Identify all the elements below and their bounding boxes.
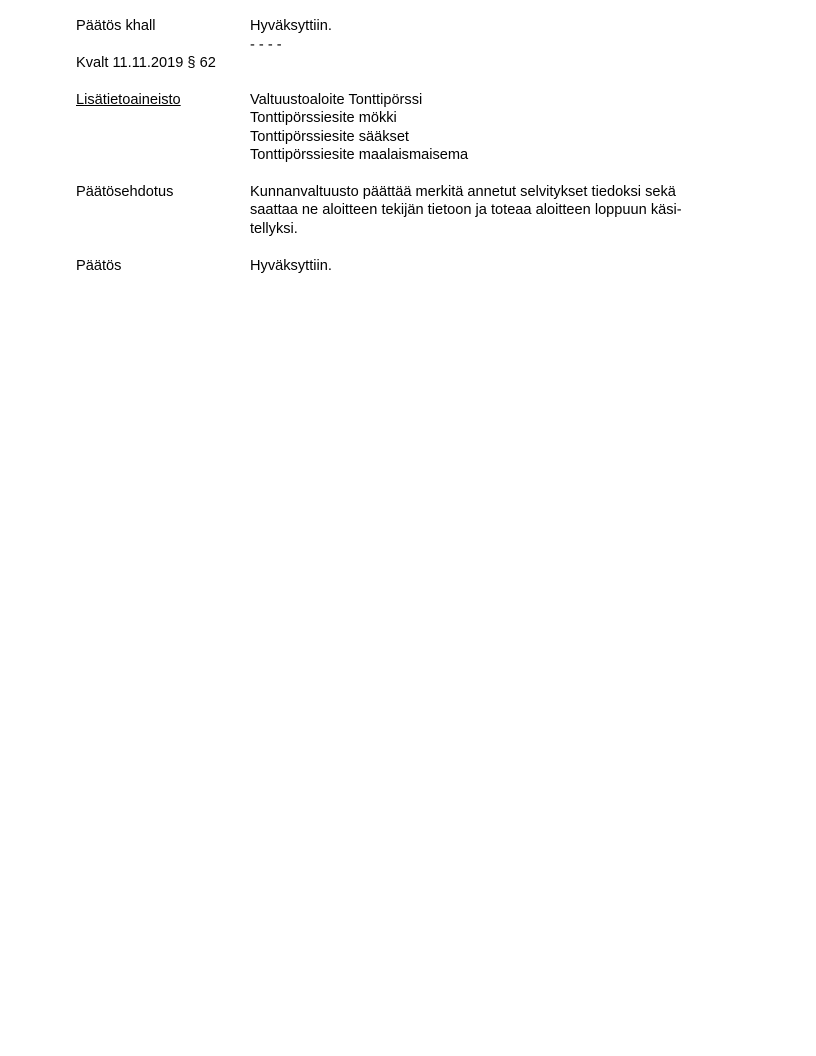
paatos-khall-separator: - - - -	[250, 37, 282, 53]
proposal-line: tellyksi.	[250, 220, 298, 237]
proposal-line: saattaa ne aloitteen tekijän tietoon ja toteaa aloitteen loppuun käsi-	[250, 202, 682, 219]
attachment-item: Tonttipörssiesite sääkset	[250, 128, 409, 145]
attachment-item: Tonttipörssiesite maalaismaisema	[250, 146, 469, 163]
paatosehdotus-text	[250, 183, 740, 238]
lisatietoaineisto-list	[250, 91, 740, 164]
paatosehdotus-label: Päätösehdotus	[76, 184, 174, 200]
proposal-line: Kunnanvaltuusto päättää merkitä annetut selvitykset tiedoksi sekä	[250, 184, 676, 200]
attachment-item: Tonttipörssiesite mökki	[250, 110, 397, 127]
lisatietoaineisto-label: Lisätietoaineisto	[76, 92, 181, 108]
paatos-value: Hyväksyttiin.	[250, 258, 332, 274]
paatos-khall-value: Hyväksyttiin.	[250, 18, 332, 34]
attachment-item: Valtuustoaloite Tonttipörssi	[250, 92, 423, 108]
kvalt-label: Kvalt 11.11.2019 § 62	[76, 55, 216, 71]
paatos-label: Päätös	[76, 258, 122, 274]
paatos-khall-label: Päätös khall	[76, 18, 156, 34]
